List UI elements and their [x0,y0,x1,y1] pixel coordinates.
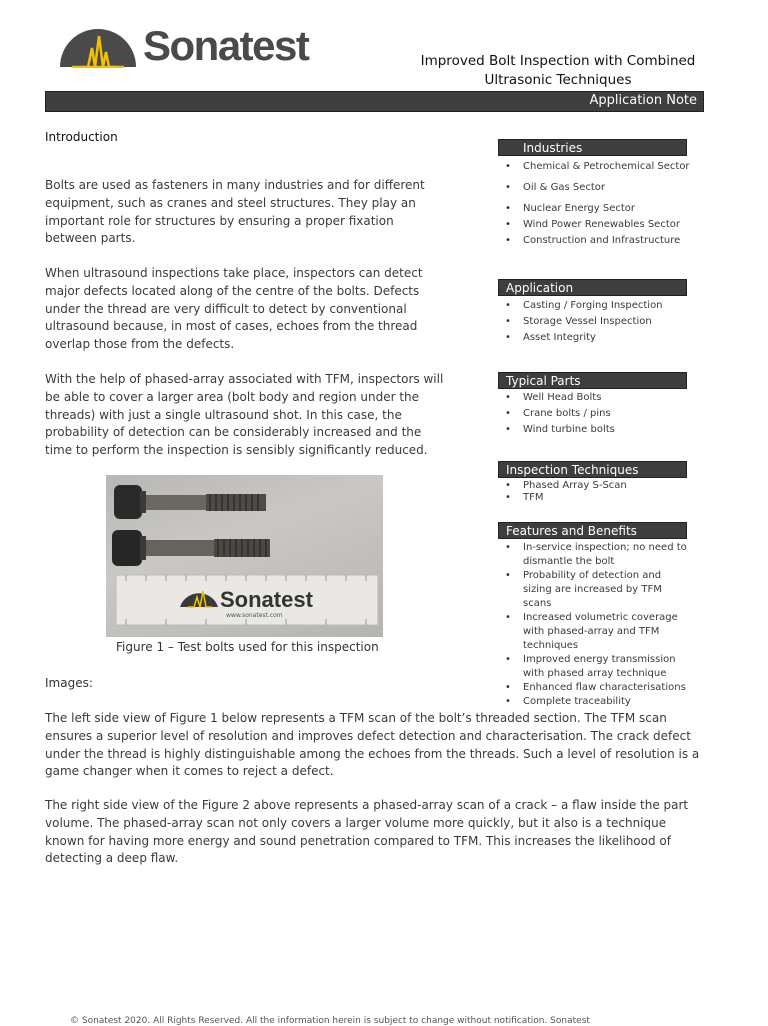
list-item: • Crane bolts / pins [505,408,615,419]
intro-paragraph-1: Bolts are used as fasteners in many industries and for different equipment, such as cranes and steel structures. They play an important role for structures by ensuring a proper fixation between parts. [45,178,425,246]
list-item: • Complete traceability [505,695,690,709]
ruler-brand: Sonatest [220,587,313,612]
typical-parts-heading: Typical Parts [498,372,687,389]
inspection-techniques-list [505,480,627,503]
footer-copyright: © Sonatest 2020. All Rights Reserved. All the information herein is subject to change without notification. Sonatest [70,1016,590,1026]
list-item: • Construction and Infrastructure [505,235,690,246]
images-paragraph-2: The right side view of the Figure 2 above represents a phased-array scan of a crack – a flaw inside the part volume. The phased-array scan not only covers a larger volume more quickly, but it also is a technique known for having more energy and sound penetration compared to TFM. This increases the likelihood of detecting a deep flaw. [45,798,689,866]
document-title [410,52,706,90]
sonatest-logo [58,22,318,70]
list-item: • Asset Integrity [505,332,663,343]
typical-parts-list [505,392,615,435]
list-item: • Enhanced flaw characterisations [505,681,690,695]
figure-caption: Figure 1 – Test bolts used for this inspection [116,640,379,654]
images-paragraph-1: The left side view of Figure 1 below represents a TFM scan of the bolt’s threaded section. The TFM scan ensures a superior level of resolution and improves defect detection and characterisation. The crack defect under the thread is highly distinguishable among the echoes from the threads. Such a level of resolution is a game changer when it comes to reject a defect. [45,711,700,779]
features-heading: Features and Benefits [498,522,687,539]
title-line-1: Improved Bolt Inspection with Combined [420,53,696,69]
list-item: • Probability of detection and sizing are increased by TFM scans [505,569,690,611]
list-item: • Chemical & Petrochemical Sector [505,161,690,172]
banner-label: Application Note [589,93,697,108]
list-item: • Casting / Forging Inspection [505,300,663,311]
bolts-photo [106,475,383,637]
list-item: • Wind turbine bolts [505,424,615,435]
inspection-techniques-heading: Inspection Techniques [498,461,687,478]
list-item: • Well Head Bolts [505,392,615,403]
list-item: • In-service inspection; no need to dismantle the bolt [505,541,690,569]
list-item: • Improved energy transmission with phased array technique [505,653,690,681]
application-note-banner [45,91,704,112]
application-heading: Application [498,279,687,296]
logo-dome-icon [58,26,138,68]
intro-paragraph-2: When ultrasound inspections take place, inspectors can detect major defects located along of the centre of the bolts. Defects under the thread are very difficult to detect by conventional ultrasound because, in most of cases, echoes from the thread overlap those from the defects. [45,266,423,352]
list-item: • Nuclear Energy Sector [505,203,690,214]
industries-heading: Industries [498,139,687,156]
features-list [505,541,690,709]
images-label: Images: [45,676,93,690]
list-item: • Oil & Gas Sector [505,182,690,193]
intro-heading: Introduction [45,130,118,144]
list-item: • TFM [505,492,627,503]
intro-paragraph-3: With the help of phased-array associated with TFM, inspectors will be able to cover a larger area (bolt body and region under the threads) with just a single ultrasound shot. In this case, the probability of detection can be considerably increased and the time to perform the inspection is sensibly significantly reduced. [45,372,444,458]
ruler-url: www.sonatest.com [226,612,283,619]
bolts-illustration [106,475,383,637]
list-item: • Increased volumetric coverage with phased-array and TFM techniques [505,611,690,653]
list-item: • Storage Vessel Inspection [505,316,663,327]
title-line-2: Ultrasonic Techniques [484,72,632,88]
list-item: • Phased Array S-Scan [505,480,627,491]
application-list [505,300,663,343]
list-item: • Wind Power Renewables Sector [505,219,690,230]
industries-list [505,161,690,246]
logo-wordmark: Sonatest [143,22,309,69]
